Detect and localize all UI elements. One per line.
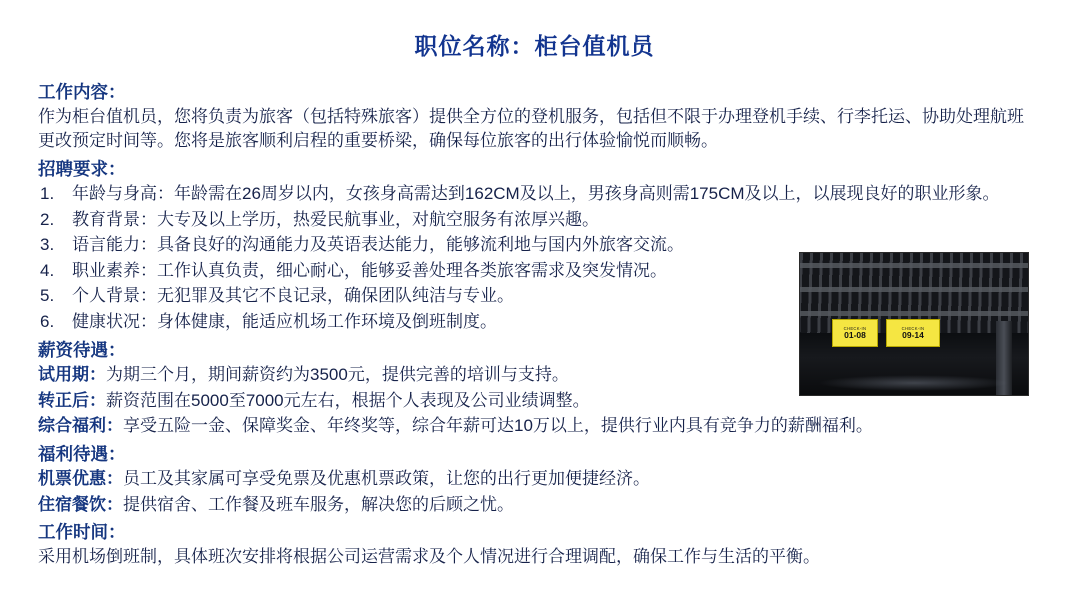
list-item: 职业素养：工作认真负责，细心耐心，能够妥善处理各类旅客需求及突发情况。 <box>72 260 667 280</box>
salary-item-key: 转正后： <box>38 390 106 410</box>
list-item: 语言能力：具备良好的沟通能力及英语表达能力，能够流利地与国内外旅客交流。 <box>72 235 684 255</box>
benefit-item-key: 住宿餐饮： <box>38 494 123 514</box>
list-item: 年龄与身高：年龄需在26周岁以内，女孩身高需达到162CM及以上，男孩身高则需175CM及以上，以展现良好的职业形象。 <box>72 184 1000 204</box>
work-time-paragraph: 采用机场倒班制，具体班次安排将根据公司运营需求及个人情况进行合理调配，确保工作与生活的平衡。 <box>38 547 820 567</box>
checkin-sign-left <box>832 319 878 347</box>
list-item: 个人背景：无犯罪及其它不良记录，确保团队纯洁与专业。 <box>72 286 514 306</box>
salary-item-key: 综合福利： <box>38 416 123 436</box>
salary-item <box>38 414 1031 439</box>
section-heading-benefits: 福利待遇： <box>38 443 126 464</box>
benefit-item <box>38 467 1031 492</box>
list-item: 健康状况：身体健康，能适应机场工作环境及倒班制度。 <box>72 311 497 331</box>
section-heading-requirements: 招聘要求： <box>38 159 126 180</box>
checkin-sign-label: CHECK-IN <box>843 325 867 331</box>
checkin-sign-label: CHECK-IN <box>901 325 925 331</box>
section-heading-job-content: 工作内容： <box>38 82 126 102</box>
benefit-item-value: 提供宿舍、工作餐及班车服务，解决您的后顾之忧。 <box>123 494 514 514</box>
list-item: 教育背景：大专及以上学历，热爱民航事业，对航空服务有浓厚兴趣。 <box>72 209 599 229</box>
benefit-item-key: 机票优惠： <box>38 468 123 488</box>
salary-item-key: 试用期： <box>38 365 106 385</box>
photo-floor-glow <box>818 375 1010 391</box>
section-heading-work-time: 工作时间： <box>38 522 126 543</box>
benefit-item-value: 员工及其家属可享受免票及优惠机票政策，让您的出行更加便捷经济。 <box>123 468 650 488</box>
job-content-paragraph: 作为柜台值机员，您将负责为旅客（包括特殊旅客）提供全方位的登机服务，包括但不限于办理登机手续、行李托运、协助处理航班更改预定时间等。您将是旅客顺利启程的重要桥梁，确保每位旅客的出行体验愉悦而顺畅。 <box>38 107 1024 151</box>
airport-photo <box>799 252 1029 396</box>
section-heading-salary: 薪资待遇： <box>38 340 126 361</box>
photo-ceiling-beam <box>800 263 1028 268</box>
page-title: 职位名称：柜台值机员 <box>414 33 655 59</box>
checkin-sign-number: 01-08 <box>844 329 866 340</box>
benefit-item <box>38 493 1031 518</box>
salary-item-value: 为期三个月，期间薪资约为3500元，提供完善的培训与支持。 <box>106 365 569 385</box>
salary-item-value: 薪资范围在5000至7000元左右，根据个人表现及公司业绩调整。 <box>106 390 590 410</box>
salary-item-value: 享受五险一金、保障奖金、年终奖等，综合年薪可达10万以上，提供行业内具有竞争力的薪酬福利。 <box>123 416 873 436</box>
checkin-sign-number: 09-14 <box>902 329 924 340</box>
checkin-sign-right <box>886 319 940 347</box>
photo-ceiling-beam <box>800 287 1028 292</box>
photo-ceiling-beam <box>800 311 1028 316</box>
